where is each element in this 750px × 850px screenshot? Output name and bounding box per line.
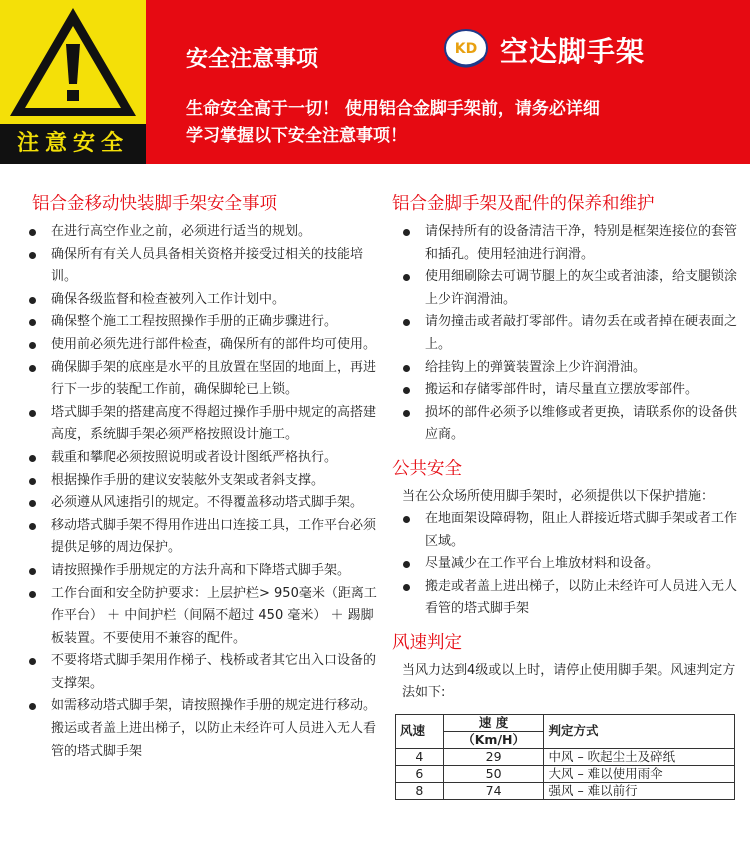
list-item: 载重和攀爬必须按照说明或者设计图纸严格执行。 (18, 447, 378, 470)
warning-badge: 注意安全 (0, 124, 146, 164)
list-item: 搬走或者盖上进出梯子，以防止未经许可人员进入无人看管的塔式脚手架 (392, 576, 737, 621)
table-cell: 中风 – 吹起尘土及碎纸 (544, 748, 735, 765)
table-header: 判定方式 (544, 714, 735, 748)
bullet-icon (29, 297, 36, 304)
bullet-icon (403, 584, 410, 591)
list-item: 搬运和存储零部件时，请尽量直立摆放零部件。 (392, 379, 737, 402)
bullet-icon (29, 410, 36, 417)
bullet-icon (29, 229, 36, 236)
brand-name: 空达脚手架 (500, 35, 646, 68)
safety-list (18, 221, 378, 763)
table-cell: 50 (443, 765, 544, 782)
list-item: 损坏的部件必须予以维修或者更换，请联系你的设备供应商。 (392, 402, 737, 447)
bullet-icon (29, 455, 36, 462)
brand-logo-icon (442, 28, 490, 72)
list-item: 确保脚手架的底座是水平的且放置在坚固的地面上，再进行下一步的装配工作前，确保脚轮已上锁。 (18, 357, 378, 402)
list-item: 请保持所有的设备清洁干净，特别是框架连接位的套管和插孔。使用轻油进行润滑。 (392, 221, 737, 266)
bullet-icon (29, 523, 36, 530)
svg-text:KD: KD (454, 41, 478, 57)
list-item: 不要将塔式脚手架用作梯子、栈桥或者其它出入口设备的支撑架。 (18, 650, 378, 695)
list-item: 如需移动塔式脚手架，请按照操作手册的规定进行移动。搬运或者盖上进出梯子，以防止未经许可人员进入无人看管的塔式脚手架 (18, 695, 378, 763)
section-title-public: 公共安全 (392, 458, 462, 479)
list-item: 请勿撞击或者敲打零部件。请勿丢在或者掉在硬表面之上。 (392, 311, 737, 356)
bullet-icon (29, 365, 36, 372)
bullet-icon (403, 274, 410, 281)
intro-text (186, 96, 600, 150)
intro-line: 生命安全高于一切！ 使用铝合金脚手架前，请务必详细 (186, 99, 600, 119)
bullet-icon (403, 229, 410, 236)
table-cell: 强风 – 难以前行 (544, 782, 735, 799)
bullet-icon (29, 500, 36, 507)
bullet-icon (403, 365, 410, 372)
list-item: 确保所有有关人员具备相关资格并接受过相关的技能培训。 (18, 244, 378, 289)
list-item: 必须遵从风速指引的规定。不得覆盖移动塔式脚手架。 (18, 492, 378, 515)
public-list (392, 508, 737, 621)
table-header: （Km/H） (443, 731, 544, 748)
left-column (18, 190, 378, 763)
list-item: 根据操作手册的建议安装舷外支架或者斜支撑。 (18, 470, 378, 493)
wind-table (395, 714, 735, 800)
table-row (396, 765, 735, 782)
brand (442, 28, 732, 72)
list-item: 在进行高空作业之前，必须进行适当的规划。 (18, 221, 378, 244)
public-intro: 当在公众场所使用脚手架时，必须提供以下保护措施： (402, 488, 715, 504)
bullet-icon (29, 703, 36, 710)
bullet-icon (29, 658, 36, 665)
list-item: 确保各级监督和检查被列入工作计划中。 (18, 289, 378, 312)
list-item: 在地面架设障碍物，阻止人群接近塔式脚手架或者工作区域。 (392, 508, 737, 553)
page-title: 安全注意事项 (186, 47, 319, 72)
maintenance-list (392, 221, 737, 447)
bullet-icon (403, 410, 410, 417)
list-item: 请按照操作手册规定的方法升高和下降塔式脚手架。 (18, 560, 378, 583)
list-item: 移动塔式脚手架不得用作进出口连接工具，工作平台必须提供足够的周边保护。 (18, 515, 378, 560)
table-cell: 6 (396, 765, 444, 782)
list-item: 使用前必须先进行部件检查，确保所有的部件均可使用。 (18, 334, 378, 357)
wind-intro: 当风力达到4级或以上时，请停止使用脚手架。风速判定方法如下: (402, 662, 736, 700)
bullet-icon (403, 319, 410, 326)
section-title-wind: 风速判定 (392, 632, 462, 653)
table-row (396, 782, 735, 799)
right-column (392, 190, 737, 800)
bullet-icon (403, 561, 410, 568)
section-title-safety: 铝合金移动快装脚手架安全事项 (32, 194, 277, 214)
bullet-icon (29, 568, 36, 575)
warning-panel (0, 0, 146, 164)
table-header: 速 度 (443, 714, 544, 731)
intro-line: 学习掌握以下安全注意事项！ (186, 126, 407, 146)
bullet-icon (29, 319, 36, 326)
bullet-icon (29, 591, 36, 598)
table-cell: 8 (396, 782, 444, 799)
list-item: 尽量减少在工作平台上堆放材料和设备。 (392, 553, 737, 576)
header-banner (0, 0, 750, 164)
list-item: 工作台面和安全防护要求：上层护栏> 950毫米（距离工作平台） ＋ 中间护栏（间隔不超过 450 毫米） ＋ 踢脚板装置。不要使用不兼容的配件。 (18, 583, 378, 651)
bullet-icon (29, 252, 36, 259)
table-header: 风速 (396, 714, 444, 748)
bullet-icon (29, 342, 36, 349)
table-cell: 29 (443, 748, 544, 765)
bullet-icon (403, 387, 410, 394)
bullet-icon (403, 516, 410, 523)
bullet-icon (29, 478, 36, 485)
section-title-maintenance: 铝合金脚手架及配件的保养和维护 (392, 194, 655, 214)
table-cell: 大风 – 难以使用雨伞 (544, 765, 735, 782)
list-item: 塔式脚手架的搭建高度不得超过操作手册中规定的高搭建高度，系统脚手架必须严格按照设计施工。 (18, 402, 378, 447)
table-cell: 74 (443, 782, 544, 799)
table-cell: 4 (396, 748, 444, 765)
list-item: 使用细刷除去可调节腿上的灰尘或者油漆，给支腿锁涂上少许润滑油。 (392, 266, 737, 311)
list-item: 给挂钩上的弹簧装置涂上少许润滑油。 (392, 357, 737, 380)
table-row (396, 748, 735, 765)
warning-triangle-icon (6, 4, 140, 120)
list-item: 确保整个施工工程按照操作手册的正确步骤进行。 (18, 311, 378, 334)
